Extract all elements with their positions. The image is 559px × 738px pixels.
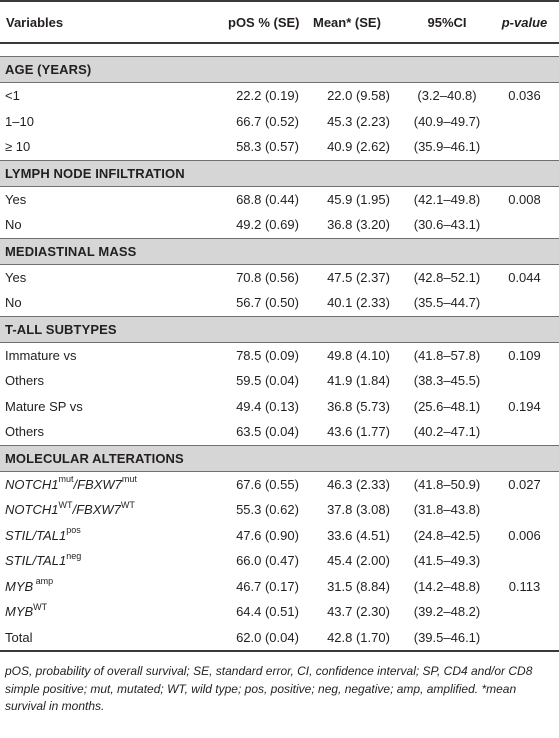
header-mean: Mean* (SE) [313, 1, 404, 43]
spacer-row [0, 43, 559, 57]
row-label: <1 [5, 88, 20, 104]
table-row [0, 368, 559, 394]
cell-ci: (3.2–40.8) [417, 88, 477, 104]
row-label: 1–10 [5, 113, 34, 129]
cell-pvalue [490, 497, 559, 523]
table-row [0, 599, 559, 625]
cell-pvalue [490, 109, 559, 135]
cell-pos: 49.4 (0.13) [236, 398, 299, 414]
table-row [0, 574, 559, 600]
cell-pos: 58.3 (0.57) [236, 139, 299, 155]
label-superscript: amp [33, 576, 54, 587]
label-superscript: WT [33, 601, 48, 612]
cell-pvalue: 0.044 [508, 269, 541, 285]
label-superscript: mut [121, 474, 137, 485]
row-label: ≥ 10 [5, 139, 31, 155]
cell-pvalue [490, 548, 559, 574]
cell-ci: (38.3–45.5) [413, 373, 481, 389]
section-header-row [0, 445, 559, 471]
cell-pvalue [490, 212, 559, 238]
cell-ci: (42.8–52.1) [413, 269, 481, 285]
cell-ci: (30.6–43.1) [413, 217, 481, 233]
table-row [0, 134, 559, 160]
table-row [0, 523, 559, 549]
label-part: MYB [5, 604, 34, 620]
cell-ci: (40.2–47.1) [413, 424, 481, 440]
cell-pos: 66.7 (0.52) [236, 113, 299, 129]
table-row [0, 419, 559, 445]
cell-mean: 31.5 (8.84) [327, 578, 390, 594]
cell-pos: 64.4 (0.51) [236, 604, 299, 620]
row-label: No [5, 295, 22, 311]
table-row [0, 548, 559, 574]
section-header-row [0, 316, 559, 342]
row-label: Others [5, 424, 45, 440]
cell-mean: 43.6 (1.77) [327, 424, 390, 440]
row-label [0, 599, 222, 625]
cell-mean: 41.9 (1.84) [327, 373, 390, 389]
row-label [0, 548, 222, 574]
cell-ci: (14.2–48.8) [413, 578, 481, 594]
label-part: NOTCH1 [5, 502, 59, 518]
label-superscript: neg [66, 550, 82, 561]
header-row [0, 1, 559, 43]
cell-mean: 42.8 (1.70) [313, 625, 404, 652]
cell-mean: 45.3 (2.23) [327, 113, 390, 129]
label-part: FBXW7 [77, 476, 122, 492]
table-row [0, 186, 559, 212]
cell-mean: 49.8 (4.10) [327, 347, 390, 363]
cell-pvalue [490, 134, 559, 160]
cell-ci: (41.8–57.8) [413, 347, 481, 363]
section-title: MOLECULAR ALTERATIONS [0, 445, 559, 471]
label-part: / [72, 502, 77, 518]
label-part: MYB [5, 578, 34, 594]
row-label: Immature vs [5, 347, 77, 363]
header-pvalue: p-value [490, 1, 559, 43]
section-header-row [0, 238, 559, 264]
label-part: NOTCH1 [5, 476, 59, 492]
label-part: STIL/TAL1 [5, 553, 67, 569]
cell-mean: 22.0 (9.58) [327, 88, 390, 104]
cell-pos: 78.5 (0.09) [236, 347, 299, 363]
cell-mean: 46.3 (2.33) [327, 476, 390, 492]
cell-ci: (24.8–42.5) [413, 527, 481, 543]
cell-ci: (42.1–49.8) [413, 191, 481, 207]
table-row [0, 471, 559, 497]
cell-ci: (40.9–49.7) [413, 113, 481, 129]
cell-ci: (41.8–50.9) [413, 476, 481, 492]
cell-mean: 47.5 (2.37) [327, 269, 390, 285]
cell-pvalue [490, 599, 559, 625]
section-header-row [0, 160, 559, 186]
table-row [0, 290, 559, 316]
cell-pvalue: 0.027 [508, 476, 541, 492]
section-title: LYMPH NODE INFILTRATION [0, 160, 559, 186]
cell-pos: 59.5 (0.04) [236, 373, 299, 389]
cell-pvalue: 0.008 [508, 191, 541, 207]
row-label [0, 523, 222, 549]
cell-pvalue: 0.006 [508, 527, 541, 543]
cell-ci: (41.5–49.3) [413, 553, 481, 569]
header-pos: pOS % (SE) [222, 1, 313, 43]
row-label [0, 471, 222, 497]
cell-pos: 68.8 (0.44) [236, 191, 299, 207]
label-part: STIL/TAL1 [5, 527, 67, 543]
section-title: AGE (YEARS) [0, 57, 559, 83]
cell-ci: (35.5–44.7) [413, 295, 481, 311]
cell-pos: 63.5 (0.04) [236, 424, 299, 440]
cell-pvalue: 0.194 [508, 398, 541, 414]
row-label: Mature SP vs [5, 398, 83, 414]
cell-ci: (39.5–46.1) [404, 625, 490, 652]
cell-mean: 36.8 (5.73) [327, 398, 390, 414]
cell-mean: 36.8 (3.20) [327, 217, 390, 233]
label-superscript: WT [58, 499, 73, 510]
table-row [0, 83, 559, 109]
table-row [0, 212, 559, 238]
table-row [0, 264, 559, 290]
cell-pos: 67.6 (0.55) [236, 476, 299, 492]
cell-mean: 43.7 (2.30) [327, 604, 390, 620]
row-label [0, 497, 222, 523]
cell-pos: 55.3 (0.62) [236, 502, 299, 518]
table-row [0, 625, 559, 652]
row-label: Total [0, 625, 222, 652]
cell-mean: 40.1 (2.33) [327, 295, 390, 311]
cell-mean: 33.6 (4.51) [327, 527, 390, 543]
cell-pos: 47.6 (0.90) [236, 527, 299, 543]
header-variables: Variables [0, 1, 222, 43]
row-label: No [5, 217, 22, 233]
cell-pos: 62.0 (0.04) [222, 625, 313, 652]
row-label: Others [5, 373, 45, 389]
label-part: / [73, 476, 78, 492]
table-row [0, 497, 559, 523]
cell-pos: 49.2 (0.69) [236, 217, 299, 233]
cell-ci: (35.9–46.1) [413, 139, 481, 155]
header-ci: 95%CI [404, 1, 490, 43]
cell-mean: 40.9 (2.62) [327, 139, 390, 155]
row-label: Yes [5, 269, 27, 285]
cell-pos: 66.0 (0.47) [236, 553, 299, 569]
cell-ci: (25.6–48.1) [413, 398, 481, 414]
cell-pvalue [490, 625, 559, 652]
section-title: MEDIASTINAL MASS [0, 238, 559, 264]
cell-mean: 45.9 (1.95) [327, 191, 390, 207]
cell-pos: 70.8 (0.56) [236, 269, 299, 285]
cell-ci: (39.2–48.2) [413, 604, 481, 620]
table-row [0, 109, 559, 135]
section-header-row [0, 57, 559, 83]
cell-mean: 37.8 (3.08) [327, 502, 390, 518]
label-superscript: WT [120, 499, 135, 510]
cell-pvalue: 0.036 [508, 88, 541, 104]
section-title: T-ALL SUBTYPES [0, 316, 559, 342]
label-superscript: mut [58, 474, 74, 485]
cell-mean: 45.4 (2.00) [327, 553, 390, 569]
table-footnote: pOS, probability of overall survival; SE, standard error, CI, confidence interval; SP, CD4 and/or CD8 simple positive; mut, mutated; WT, wild type; pos, positive; neg, negative; amp, amplified. *mean survival in months. [5, 664, 533, 713]
cell-pvalue: 0.109 [508, 347, 541, 363]
row-label: Yes [5, 191, 27, 207]
cell-pvalue [490, 419, 559, 445]
cell-ci: (31.8–43.8) [413, 502, 481, 518]
label-superscript: pos [66, 525, 81, 536]
cell-pvalue [490, 290, 559, 316]
table-body [0, 43, 559, 651]
table-row [0, 342, 559, 368]
cell-pos: 22.2 (0.19) [236, 88, 299, 104]
cell-pos: 56.7 (0.50) [236, 295, 299, 311]
cell-pvalue [490, 368, 559, 394]
cell-pos: 46.7 (0.17) [236, 578, 299, 594]
label-part: FBXW7 [76, 502, 121, 518]
table-row [0, 394, 559, 420]
cell-pvalue: 0.113 [508, 578, 541, 594]
row-label [0, 574, 222, 600]
